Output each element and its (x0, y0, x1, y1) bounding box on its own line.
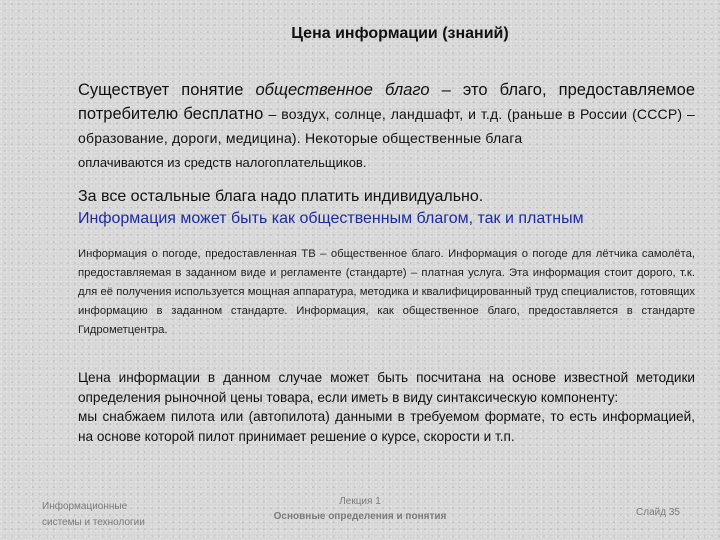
p1-text-a: Существует понятие (78, 81, 256, 99)
p4-text-b: мы снабжаем пилота или (автопилота) данными в требуемом формате, то есть информацией, на основе которой пилот принимает решение о курсе, скорости и т.п. (78, 409, 695, 444)
footer-slide-number: Слайд 35 (636, 507, 680, 518)
p2-line2-highlight: Информация может быть как общественным благом, так и платным (78, 210, 584, 227)
paragraph-price-calculation (78, 368, 695, 446)
footer-lecture (250, 494, 470, 524)
p1-text-c: – воздух, солнце, ландшафт, и т.д. (раньше в России (СССР) – образование, дороги, медицина). Некоторые общественные блага (78, 106, 695, 146)
p1-italic-term: общественное благо (255, 81, 430, 99)
footer-lecture-topic: Основные определения и понятия (273, 511, 447, 522)
footer-left-line1: Информационные (42, 501, 128, 512)
paragraph-weather-example: Информация о погоде, предоставленная ТВ – общественное благо. Информация о погоде для лётчика самолёта, предоставляемая в заданном виде и регламенте (стандарте) – платная услуга. Эта информация стоит дорого, т.к. для её получения используется мощная аппаратура, методика и квалифицированный труд специалистов, готовящих информацию в заданном стандарте. Информация, как общественное благо, предоставляется в стандарте Гидрометцентра. (78, 248, 695, 336)
paragraph-paid-goods (78, 186, 698, 230)
p2-line1: За все остальные блага надо платить индивидуально. (78, 188, 484, 205)
footer-course-name (42, 499, 182, 531)
p1-text-d: оплачиваются из средств налогоплательщиков. (78, 155, 367, 170)
p1-text-b: – это благо, предоставляемое потребителю бесплатно (78, 81, 695, 123)
paragraph-public-good (78, 78, 695, 175)
footer-left-line2: системы и технологии (42, 517, 145, 528)
p4-text-a: Цена информации в данном случае может быть посчитана на основе известной методики определения рыночной цены товара, если иметь в виду синтаксическую компоненту: (78, 370, 695, 405)
footer-lecture-number: Лекция 1 (339, 496, 381, 507)
slide-title: Цена информации (знаний) (291, 25, 509, 42)
